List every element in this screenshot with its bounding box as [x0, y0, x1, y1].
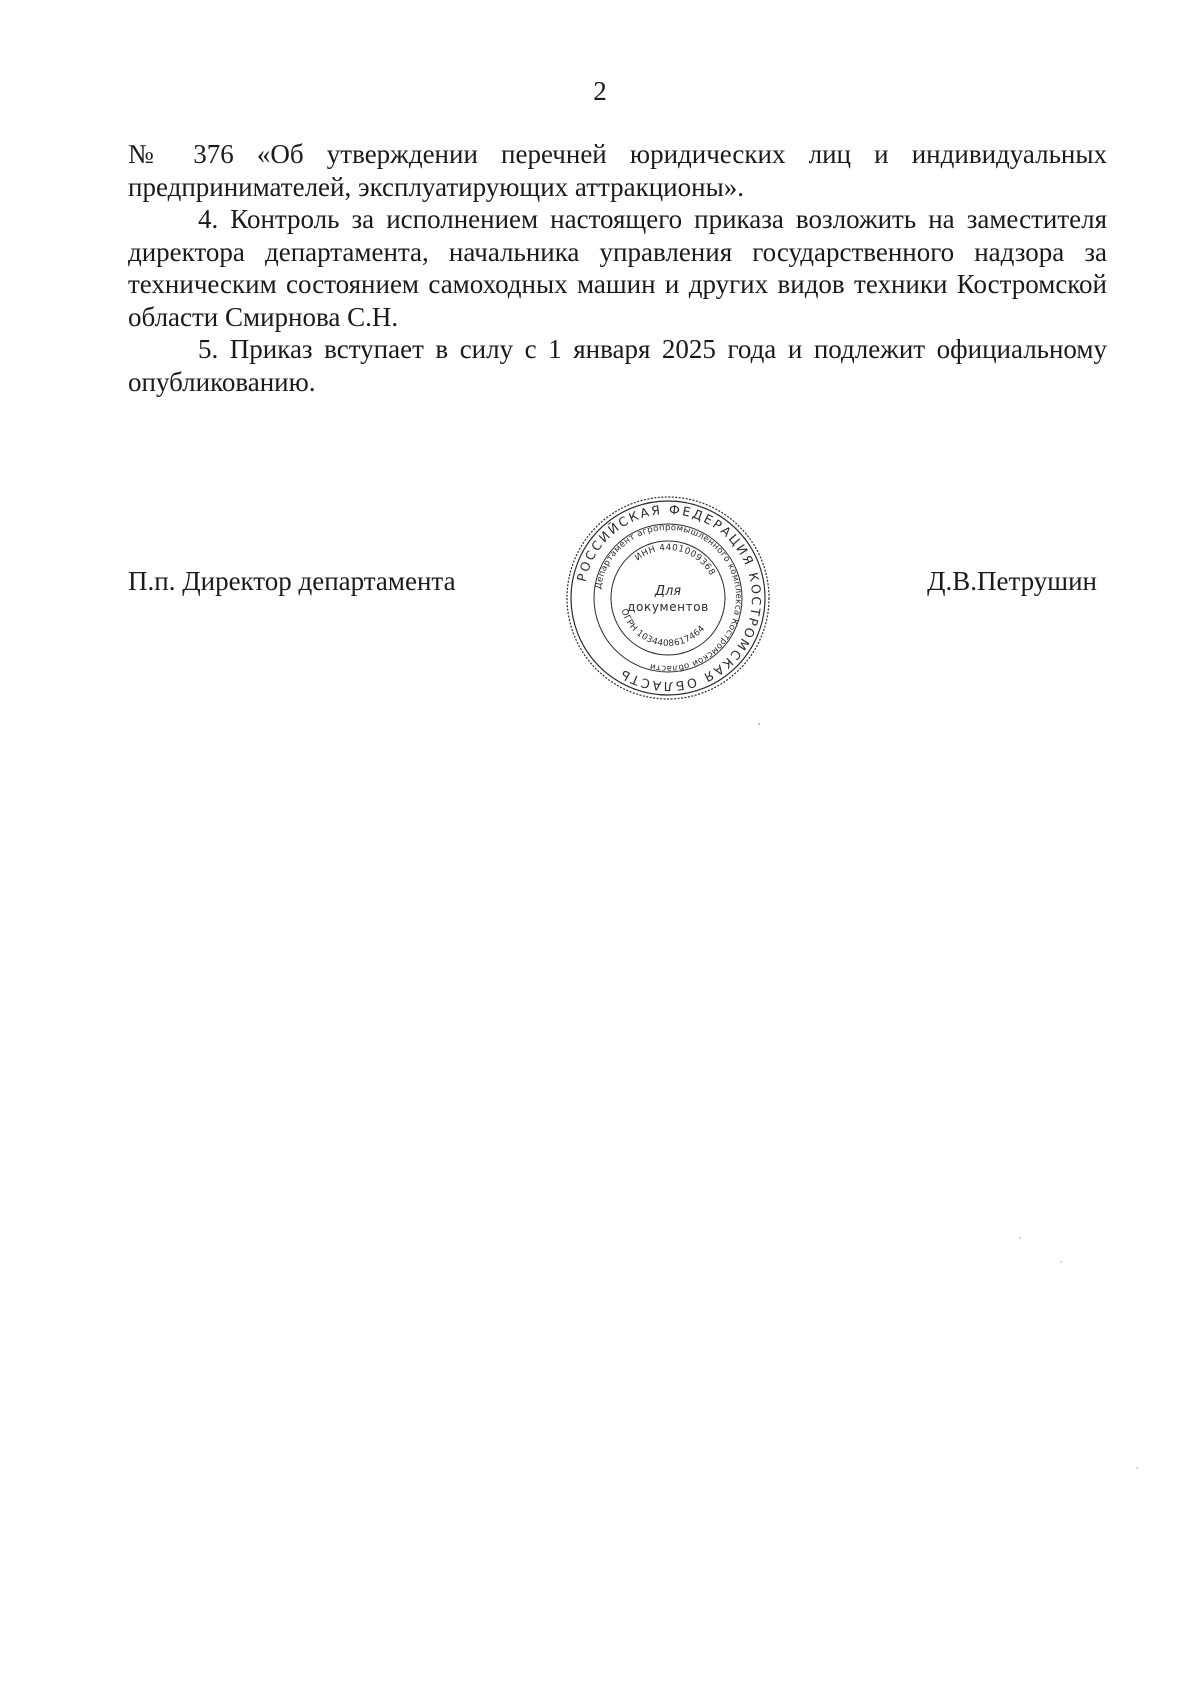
page-number: 2	[593, 76, 607, 106]
signatory-name: Д.В.Петрушин	[927, 566, 1097, 596]
paragraph-4: 4. Контроль за исполнением настоящего приказа возложить на заместителя директора департамента, начальника управления государственного надзора за техническим состоянием самоходных машин и других видов техники Костромской области Смирнова С.Н.	[128, 204, 1107, 332]
official-seal	[563, 493, 773, 703]
paragraph-5: 5. Приказ вступает в силу с 1 января 2025 года и подлежит официальному опубликованию.	[128, 334, 1107, 397]
paragraph-continuation: № 376 «Об утверждении перечней юридических лиц и индивидуальных предпринимателей, эксплуатирующих аттракционы».	[128, 139, 1107, 202]
seal-center-line-2: документов	[627, 600, 709, 614]
seal-inn-text: ИНН 4401009368	[633, 542, 717, 578]
document-body	[128, 138, 1107, 398]
signatory-title: П.п. Директор департамента	[128, 566, 456, 596]
seal-ogrn-text: ОГРН 1034408617464	[618, 607, 708, 650]
svg-text:ИНН 4401009368	[633, 543, 717, 578]
seal-outer-ring-text: РОССИЙСКАЯ ФЕДЕРАЦИЯ КОСТРОМСКАЯ ОБЛАСТЬ	[573, 501, 765, 695]
seal-center-line-1: Для	[654, 584, 682, 599]
seal-inner-ring-text: Департамент агропромышленного комплекса Костромской области	[593, 522, 744, 674]
